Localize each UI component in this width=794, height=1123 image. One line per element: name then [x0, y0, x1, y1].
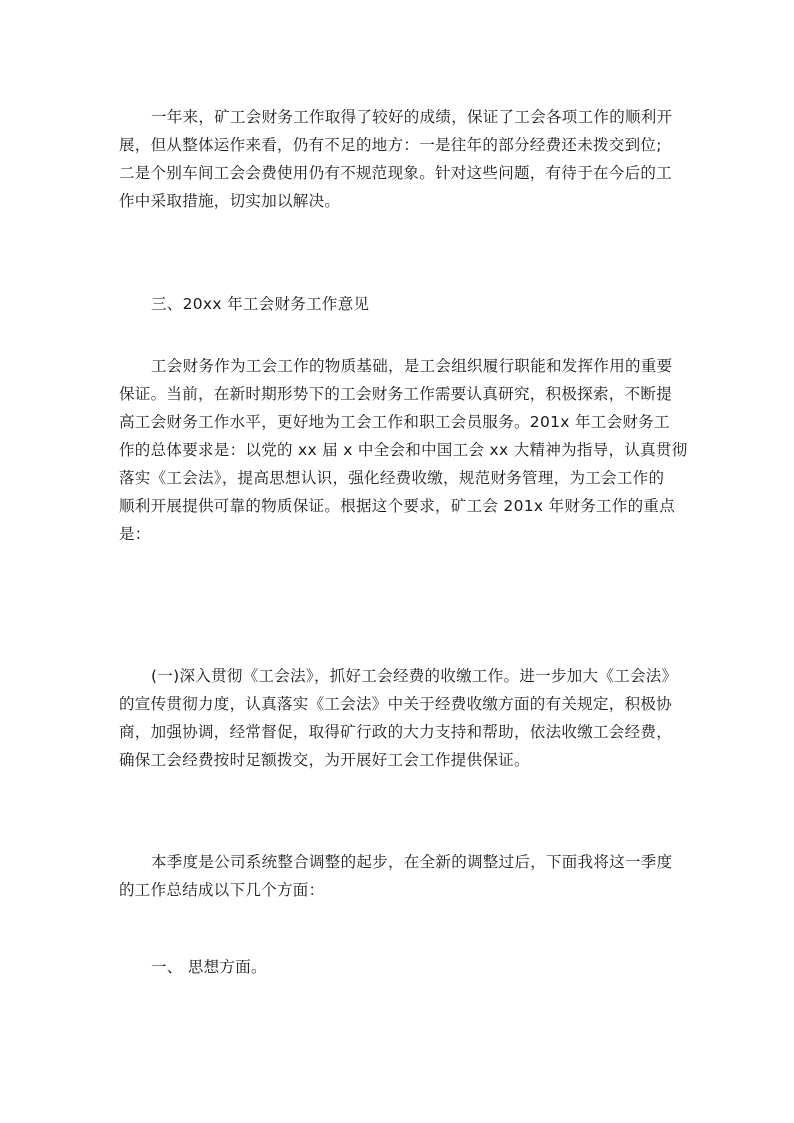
paragraph-line: 的工作总结成以下几个方面：	[119, 881, 325, 899]
paragraph-quarter-summary	[119, 848, 679, 904]
paragraph-line: 工会财务作为工会工作的物质基础，是工会组织履行职能和发挥作用的重要	[151, 357, 673, 375]
paragraph-line: 本季度是公司系统整合调整的起步，在全新的调整过后，下面我将这一季度	[151, 853, 673, 871]
paragraph-line: 二是个别车间工会会费使用仍有不规范现象。针对这些问题，有待于在今后的工	[119, 164, 673, 182]
paragraph-item-one	[119, 662, 679, 774]
paragraph-line: 的宣传贯彻力度，认真落实《工会法》中关于经费收缴方面的有关规定，积极协	[119, 695, 673, 713]
paragraph-line: 落实《工会法》，提高思想认识，强化经费收缴，规范财务管理，为工会工作的	[119, 469, 665, 487]
paragraph-line: (一)深入贯彻《工会法》，抓好工会经费的收缴工作。进一步加大《工会法》	[151, 667, 678, 685]
paragraph-line: 保证。当前，在新时期形势下的工会财务工作需要认真研究，积极探索，不断提	[119, 385, 673, 403]
section-heading-thought	[119, 953, 679, 981]
paragraph-line: 一年来，矿工会财务工作取得了较好的成绩，保证了工会各项工作的顺利开	[151, 108, 673, 126]
section-heading-text: 三、20xx 年工会财务工作意见	[151, 295, 370, 313]
section-heading-text: 一、 思想方面。	[151, 958, 267, 976]
paragraph-line: 商，加强协调，经常督促，取得矿行政的大力支持和帮助，依法收缴工会经费，	[119, 723, 673, 741]
paragraph-opinions	[119, 352, 688, 548]
section-heading	[119, 290, 679, 318]
paragraph-line: 顺利开展提供可靠的物质保证。根据这个要求，矿工会 201x 年财务工作的重点	[119, 497, 676, 515]
paragraph-line: 展，但从整体运作来看，仍有不足的地方：一是往年的部分经费还未拨交到位;	[119, 136, 662, 154]
paragraph-line: 确保工会经费按时足额拨交，为开展好工会工作提供保证。	[119, 751, 530, 769]
paragraph-line: 作中采取措施，切实加以解决。	[119, 192, 341, 210]
paragraph-line: 高工会财务工作水平，更好地为工会工作和职工会员服务。201x 年工会财务工	[119, 413, 670, 431]
paragraph-line: 是：	[119, 525, 151, 543]
paragraph-summary	[119, 103, 679, 215]
paragraph-line: 作的总体要求是：以党的 xx 届 x 中全会和中国工会 xx 大精神为指导，认真贯彻	[119, 441, 688, 459]
